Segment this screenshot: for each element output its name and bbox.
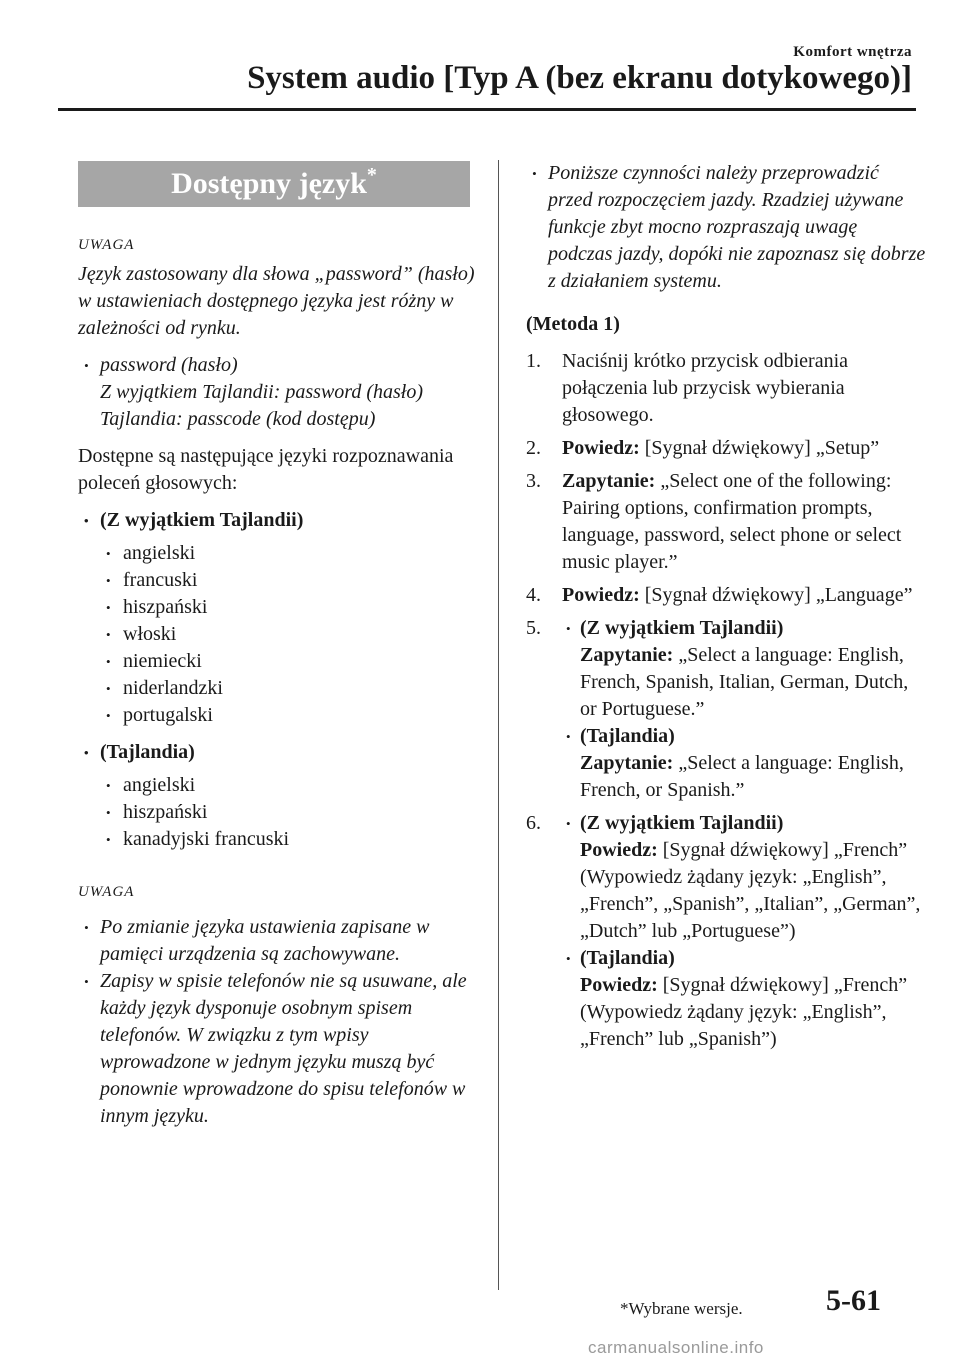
option-title: • (Tajlandia) [580, 947, 675, 969]
step-number: 2. [526, 437, 541, 459]
step-text: [Sygnał dźwiękowy] „French” (Wypowiedz żądany język: „English”, „French”, „Spanish”, „Italian”, „German”, „Dutch” lub „Portuguese”) [580, 839, 921, 942]
language-item: • hiszpański [78, 594, 483, 621]
header-rule [58, 108, 916, 111]
section-banner [78, 161, 470, 207]
step-text: „Select a language: English, French, or Spanish.” [580, 752, 904, 801]
section-title: Dostępny język [171, 167, 367, 200]
step [526, 468, 926, 576]
step-text: „Select a language: English, French, Spanish, Italian, German, Dutch, or Portuguese.” [580, 644, 909, 720]
step-text: [Sygnał dźwiękowy] „Language” [644, 584, 913, 606]
language-item: • włoski [78, 621, 483, 648]
step-text: Naciśnij krótko przycisk odbierania połączenia lub przycisk wybierania głosowego. [562, 350, 849, 426]
step-number: 4. [526, 584, 541, 606]
page-number: 5-61 [826, 1284, 881, 1317]
language-group-title: • (Z wyjątkiem Tajlandii) [78, 507, 483, 534]
language-item: • francuski [78, 567, 483, 594]
option-title: • (Z wyjątkiem Tajlandii) [580, 617, 784, 639]
step-label: Powiedz: [580, 839, 658, 861]
language-item: • angielski [78, 540, 483, 567]
language-item: • hiszpański [78, 799, 483, 826]
password-line: Z wyjątkiem Tajlandii: password (hasło) [100, 381, 423, 403]
language-item: • kanadyjski francuski [78, 826, 483, 853]
running-head: Komfort wnętrza [793, 44, 912, 60]
step-text: [Sygnał dźwiękowy] „Setup” [644, 437, 880, 459]
left-column [78, 226, 483, 1130]
note-label: UWAGA [78, 237, 135, 253]
step [526, 435, 926, 462]
step-label: Zapytanie: [580, 752, 674, 774]
right-column [526, 160, 926, 1059]
column-divider [498, 160, 499, 1290]
step-label: Powiedz: [580, 974, 658, 996]
language-item: • niderlandzki [78, 675, 483, 702]
method-title: (Metoda 1) [526, 313, 620, 335]
watermark: carmanualsonline.info [588, 1338, 764, 1357]
step [526, 348, 926, 429]
note-label: UWAGA [78, 884, 135, 900]
step-label: Zapytanie: [562, 470, 656, 492]
step-number: 5. [526, 617, 541, 639]
language-item: • angielski [78, 772, 483, 799]
step-label: Zapytanie: [580, 644, 674, 666]
step-option [526, 810, 926, 945]
language-group-title: • (Tajlandia) [78, 739, 483, 766]
step-text: „Select one of the following: Pairing options, confirmation prompts, language, password, select phone or select music player.” [562, 470, 902, 573]
optional-mark: * [366, 164, 377, 186]
password-item [78, 352, 483, 433]
caution-text: • Poniższe czynności należy przeprowadzić przed rozpoczęciem jazdy. Rzadziej używane funkcje zbyt mocno rozpraszają uwagę podczas jazdy, dopóki nie zapoznasz się dobrze z działaniem systemu. [526, 160, 926, 295]
step-number: 1. [526, 350, 541, 372]
step-text: [Sygnał dźwiękowy] „French” (Wypowiedz żądany język: „English”, „French” lub „Spanish”) [580, 974, 908, 1050]
language-item: • portugalski [78, 702, 483, 729]
note-item: • Po zmianie języka ustawienia zapisane w pamięci urządzenia są zachowywane. [78, 914, 483, 968]
step-number: 6. [526, 812, 541, 834]
step-option [526, 945, 926, 1053]
step [526, 582, 926, 609]
option-title: • (Tajlandia) [580, 725, 675, 747]
option-title: • (Z wyjątkiem Tajlandii) [580, 812, 784, 834]
language-item: • niemiecki [78, 648, 483, 675]
chapter-title: System audio [Typ A (bez ekranu dotykowego)] [247, 60, 912, 96]
step [526, 615, 926, 804]
step-option [526, 723, 926, 804]
step-number: 3. [526, 470, 541, 492]
password-line: • password (hasło) [100, 354, 238, 376]
step-label: Powiedz: [562, 437, 640, 459]
password-line: Tajlandia: passcode (kod dostępu) [100, 408, 376, 430]
step-option [526, 615, 926, 723]
available-languages-text: Dostępne są następujące języki rozpoznawania poleceń głosowych: [78, 445, 454, 494]
footnote: *Wybrane wersje. [620, 1299, 743, 1318]
step [526, 810, 926, 1053]
step-label: Powiedz: [562, 584, 640, 606]
note-text: Język zastosowany dla słowa „password” (hasło) w ustawieniach dostępnego języka jest różny w zależności od rynku. [78, 263, 475, 339]
note-item: • Zapisy w spisie telefonów nie są usuwane, ale każdy język dysponuje osobnym spisem telefonów. W związku z tym wpisy wprowadzone w jednym języku muszą być ponownie wprowadzone do spisu telefonów w innym języku. [78, 968, 483, 1130]
